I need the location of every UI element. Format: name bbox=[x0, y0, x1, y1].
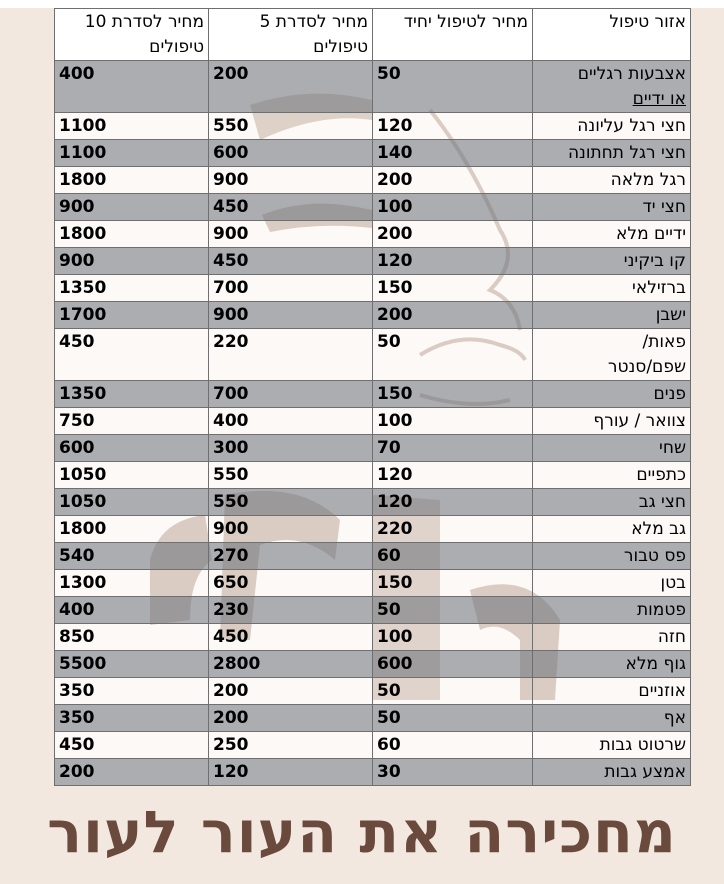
series10-price-cell: 450 bbox=[55, 329, 209, 381]
series5-price-cell: 700 bbox=[209, 275, 373, 302]
table-row bbox=[55, 597, 691, 624]
table-row bbox=[55, 705, 691, 732]
header-row bbox=[55, 9, 691, 61]
series10-price-cell: 900 bbox=[55, 194, 209, 221]
table-row bbox=[55, 194, 691, 221]
table-row bbox=[55, 329, 691, 381]
series5-price-cell: 230 bbox=[209, 597, 373, 624]
table-row bbox=[55, 275, 691, 302]
treatment-area-label: שחי bbox=[659, 438, 686, 458]
treatment-area-cell bbox=[533, 597, 691, 624]
series10-price-cell: 1050 bbox=[55, 489, 209, 516]
table-row bbox=[55, 678, 691, 705]
single-price-cell: 150 bbox=[373, 381, 533, 408]
treatment-area-cell bbox=[533, 705, 691, 732]
series10-price-cell: 200 bbox=[55, 759, 209, 786]
treatment-area-cell bbox=[533, 732, 691, 759]
single-price-cell: 150 bbox=[373, 570, 533, 597]
single-price-cell: 220 bbox=[373, 516, 533, 543]
treatment-area-cell bbox=[533, 651, 691, 678]
series10-price-cell: 5500 bbox=[55, 651, 209, 678]
series10-price-cell: 450 bbox=[55, 732, 209, 759]
treatment-area-cell bbox=[533, 516, 691, 543]
treatment-area-label: פטמות bbox=[637, 600, 686, 620]
treatment-area-cell bbox=[533, 167, 691, 194]
treatment-area-label: ברזילאי bbox=[632, 278, 686, 298]
table-row bbox=[55, 302, 691, 329]
table-row bbox=[55, 570, 691, 597]
table-row bbox=[55, 113, 691, 140]
single-price-cell: 60 bbox=[373, 543, 533, 570]
single-price-cell: 120 bbox=[373, 113, 533, 140]
price-table bbox=[54, 8, 691, 786]
treatment-area-label: חזה bbox=[657, 627, 686, 647]
treatment-area-label: חצי רגל תחתונה bbox=[567, 143, 686, 163]
table-row bbox=[55, 248, 691, 275]
series10-price-cell: 1800 bbox=[55, 167, 209, 194]
treatment-area-cell bbox=[533, 435, 691, 462]
single-price-cell: 50 bbox=[373, 678, 533, 705]
single-price-cell: 100 bbox=[373, 624, 533, 651]
series5-price-cell: 200 bbox=[209, 678, 373, 705]
series5-price-cell: 900 bbox=[209, 302, 373, 329]
single-price-cell: 50 bbox=[373, 329, 533, 381]
series10-price-cell: 1100 bbox=[55, 140, 209, 167]
single-price-cell: 100 bbox=[373, 408, 533, 435]
treatment-area-cell bbox=[533, 194, 691, 221]
series5-price-cell: 550 bbox=[209, 462, 373, 489]
treatment-area-label: חצי יד bbox=[642, 197, 686, 217]
treatment-area-label: פס טבור bbox=[623, 546, 686, 566]
series5-price-cell: 270 bbox=[209, 543, 373, 570]
header-series5-price: מחיר לסדרת 5 טיפולים bbox=[209, 9, 373, 61]
series5-price-cell: 650 bbox=[209, 570, 373, 597]
table-row bbox=[55, 759, 691, 786]
single-price-cell: 200 bbox=[373, 221, 533, 248]
single-price-cell: 150 bbox=[373, 275, 533, 302]
series5-price-cell: 900 bbox=[209, 221, 373, 248]
series5-price-cell: 450 bbox=[209, 194, 373, 221]
single-price-cell: 120 bbox=[373, 248, 533, 275]
series10-price-cell: 400 bbox=[55, 597, 209, 624]
single-price-cell: 200 bbox=[373, 302, 533, 329]
table-row bbox=[55, 140, 691, 167]
treatment-area-cell bbox=[533, 624, 691, 651]
table-row bbox=[55, 732, 691, 759]
treatment-area-label: פנים bbox=[653, 384, 686, 404]
treatment-area-label: בטן bbox=[660, 573, 686, 593]
table-row bbox=[55, 381, 691, 408]
treatment-area-label-line2: או ידיים bbox=[632, 89, 686, 109]
treatment-area-label: גב מלא bbox=[631, 519, 686, 539]
single-price-cell: 600 bbox=[373, 651, 533, 678]
series5-price-cell: 300 bbox=[209, 435, 373, 462]
table-row bbox=[55, 624, 691, 651]
series10-price-cell: 1050 bbox=[55, 462, 209, 489]
series10-price-cell: 1350 bbox=[55, 381, 209, 408]
treatment-area-label: אמצע גבות bbox=[604, 762, 686, 782]
table-row bbox=[55, 651, 691, 678]
treatment-area-label: קו ביקיני bbox=[623, 251, 686, 271]
series5-price-cell: 900 bbox=[209, 516, 373, 543]
series5-price-cell: 400 bbox=[209, 408, 373, 435]
single-price-cell: 50 bbox=[373, 705, 533, 732]
table-row bbox=[55, 489, 691, 516]
series10-price-cell: 900 bbox=[55, 248, 209, 275]
header-area: אזור טיפול bbox=[533, 9, 691, 61]
single-price-cell: 200 bbox=[373, 167, 533, 194]
series10-price-cell: 1100 bbox=[55, 113, 209, 140]
treatment-area-label: חצי גב bbox=[638, 492, 686, 512]
series5-price-cell: 450 bbox=[209, 248, 373, 275]
header-single-price: מחיר לטיפול יחיד bbox=[373, 9, 533, 61]
treatment-area-label: חצי רגל עליונה bbox=[577, 116, 686, 136]
treatment-area-cell bbox=[533, 408, 691, 435]
series5-price-cell: 250 bbox=[209, 732, 373, 759]
series10-price-cell: 750 bbox=[55, 408, 209, 435]
treatment-area-cell bbox=[533, 570, 691, 597]
series10-price-cell: 1800 bbox=[55, 221, 209, 248]
treatment-area-label: אוזניים bbox=[638, 681, 686, 701]
table-row bbox=[55, 408, 691, 435]
treatment-area-cell bbox=[533, 462, 691, 489]
series10-price-cell: 600 bbox=[55, 435, 209, 462]
series10-price-cell: 850 bbox=[55, 624, 209, 651]
table-row bbox=[55, 435, 691, 462]
series5-price-cell: 700 bbox=[209, 381, 373, 408]
single-price-cell: 120 bbox=[373, 489, 533, 516]
treatment-area-cell bbox=[533, 140, 691, 167]
table-row bbox=[55, 462, 691, 489]
treatment-area-cell bbox=[533, 275, 691, 302]
series10-price-cell: 400 bbox=[55, 61, 209, 113]
series10-price-cell: 350 bbox=[55, 705, 209, 732]
table-row bbox=[55, 167, 691, 194]
series10-price-cell: 1300 bbox=[55, 570, 209, 597]
single-price-cell: 120 bbox=[373, 462, 533, 489]
treatment-area-cell bbox=[533, 221, 691, 248]
treatment-area-label: אצבעות רגליים bbox=[577, 64, 686, 84]
treatment-area-label: אף bbox=[663, 708, 686, 728]
treatment-area-label: צוואר / עורף bbox=[593, 411, 686, 431]
treatment-area-label: פאות/ bbox=[642, 332, 686, 352]
series5-price-cell: 200 bbox=[209, 705, 373, 732]
series10-price-cell: 350 bbox=[55, 678, 209, 705]
table-row bbox=[55, 221, 691, 248]
treatment-area-label: רגל מלאה bbox=[610, 170, 686, 190]
single-price-cell: 140 bbox=[373, 140, 533, 167]
treatment-area-label: גוף מלא bbox=[625, 654, 686, 674]
single-price-cell: 50 bbox=[373, 61, 533, 113]
header-series10-price: מחיר לסדרת 10 טיפולים bbox=[55, 9, 209, 61]
single-price-cell: 70 bbox=[373, 435, 533, 462]
treatment-area-cell bbox=[533, 248, 691, 275]
table-row bbox=[55, 61, 691, 113]
treatment-area-cell bbox=[533, 543, 691, 570]
treatment-area-cell bbox=[533, 381, 691, 408]
single-price-cell: 30 bbox=[373, 759, 533, 786]
treatment-area-cell bbox=[533, 678, 691, 705]
treatment-area-cell bbox=[533, 759, 691, 786]
single-price-cell: 100 bbox=[373, 194, 533, 221]
single-price-cell: 60 bbox=[373, 732, 533, 759]
treatment-area-cell bbox=[533, 61, 691, 113]
series10-price-cell: 540 bbox=[55, 543, 209, 570]
table-row bbox=[55, 543, 691, 570]
series5-price-cell: 550 bbox=[209, 489, 373, 516]
series5-price-cell: 2800 bbox=[209, 651, 373, 678]
series5-price-cell: 600 bbox=[209, 140, 373, 167]
treatment-area-label: כתפיים bbox=[636, 465, 686, 485]
treatment-area-label: ידיים מלא bbox=[616, 224, 686, 244]
treatment-area-cell bbox=[533, 489, 691, 516]
treatment-area-label: שרטוט גבות bbox=[599, 735, 686, 755]
series10-price-cell: 1350 bbox=[55, 275, 209, 302]
treatment-area-cell bbox=[533, 302, 691, 329]
series5-price-cell: 220 bbox=[209, 329, 373, 381]
series5-price-cell: 900 bbox=[209, 167, 373, 194]
series5-price-cell: 450 bbox=[209, 624, 373, 651]
single-price-cell: 50 bbox=[373, 597, 533, 624]
treatment-area-cell bbox=[533, 113, 691, 140]
treatment-area-label-line2: שפם/סנטר bbox=[607, 357, 686, 377]
series5-price-cell: 200 bbox=[209, 61, 373, 113]
treatment-area-cell bbox=[533, 329, 691, 381]
series10-price-cell: 1700 bbox=[55, 302, 209, 329]
treatment-area-label: ישבן bbox=[655, 305, 686, 325]
table-row bbox=[55, 516, 691, 543]
series5-price-cell: 120 bbox=[209, 759, 373, 786]
brand-slogan: מחכירה את העור לעור bbox=[47, 798, 677, 866]
series10-price-cell: 1800 bbox=[55, 516, 209, 543]
series5-price-cell: 550 bbox=[209, 113, 373, 140]
